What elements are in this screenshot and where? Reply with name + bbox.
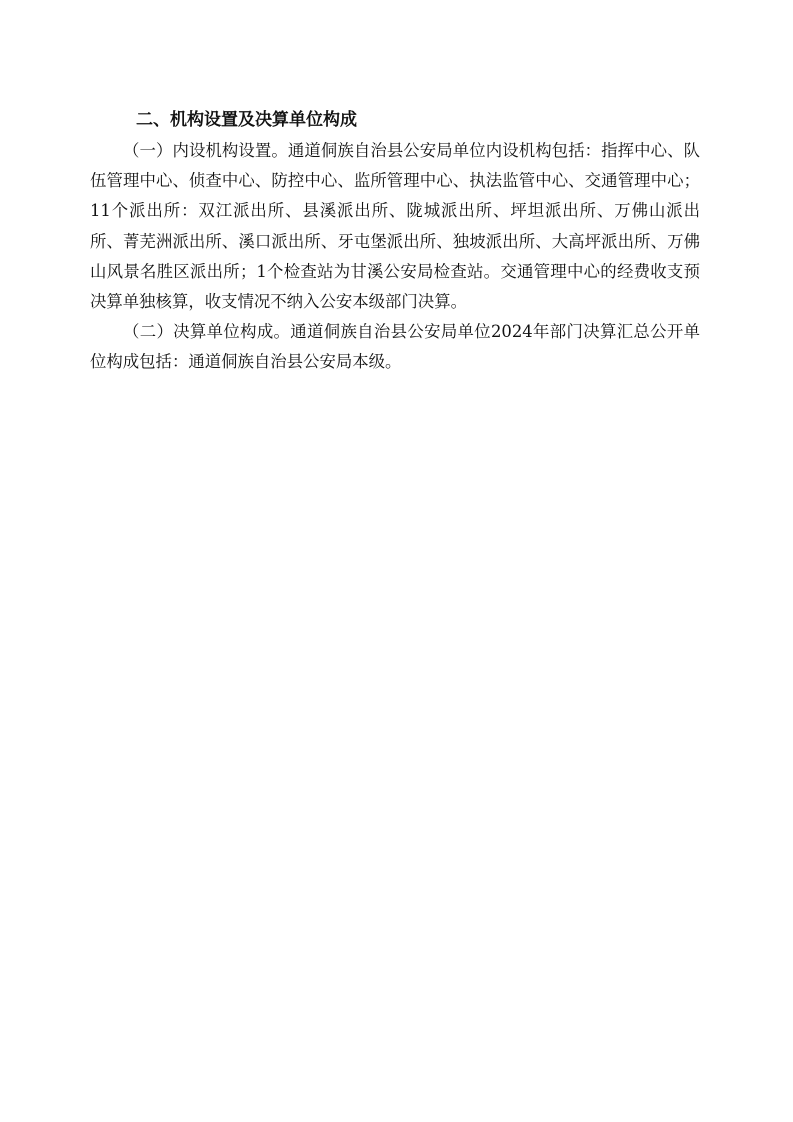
paragraph-internal-structure: （一）内设机构设置。通道侗族自治县公安局单位内设机构包括：指挥中心、队伍管理中心、侦查中心、防控中心、监所管理中心、执法监管中心、交通管理中心；11个派出所：双江派出所、县溪派出所、陇城派出所、坪坦派出所、万佛山派出所、菁芜洲派出所、溪口派出所、牙屯堡派出所、独坡派出所、大高坪派出所、万佛山风景名胜区派出所；1个检查站为甘溪公安局检查站。交通管理中心的经费收支预决算单独核算，收支情况不纳入公安本级部门决算。: [90, 141, 700, 312]
section-content: [90, 105, 700, 378]
paragraph-budget-units: （二）决算单位构成。通道侗族自治县公安局单位2024年部门决算汇总公开单位构成包括：通道侗族自治县公安局本级。: [90, 322, 700, 372]
section-heading: 二、机构设置及决算单位构成: [136, 110, 357, 130]
